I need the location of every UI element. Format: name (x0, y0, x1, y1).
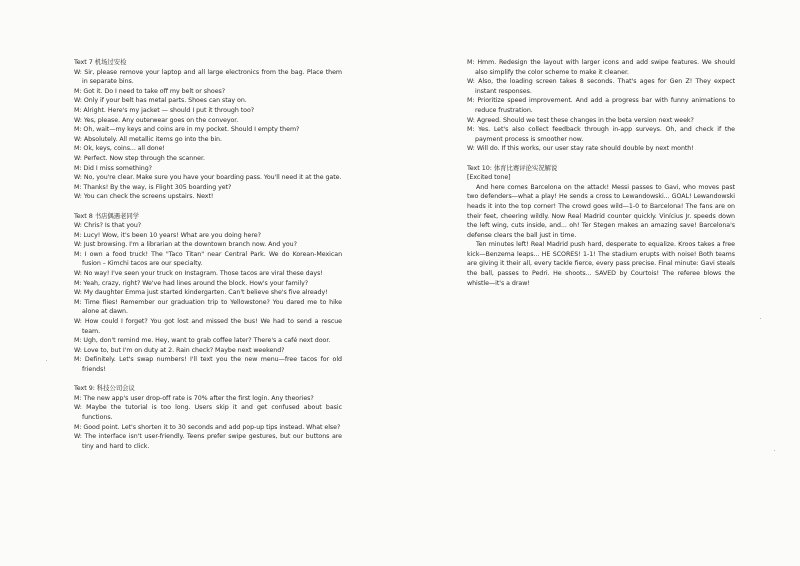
dialogue-text: No, you're clear. Make sure you have your boarding pass. You'll need it at the gate. (83, 174, 342, 182)
dialogue-text: Did I miss something? (83, 164, 152, 172)
speaker-label: M: (74, 183, 82, 191)
dialogue-line (467, 144, 735, 154)
commentary-paragraph: Ten minutes left! Real Madrid push hard, desperate to equalize. Kroos takes a free kick—Benzema leaps... HE SCORES! 1-1! The stadium erupts with noise! Both teams are giving it their all, every tackle fierce, every pass precise. Final minute: Gavi steals the ball, passes to Pedri. He shoots... SAVED by Courtois! The referee blows the whistle—it's a draw! (467, 241, 735, 287)
speaker-label: M: (467, 97, 475, 105)
speaker-label: M: (74, 231, 82, 239)
dialogue-line (74, 87, 342, 97)
dialogue-text: Got it. Do I need to take off my belt or shoes? (83, 87, 226, 95)
speaker-label: M: (74, 356, 82, 364)
speaker-label: W: (74, 135, 82, 143)
text-section (74, 212, 342, 375)
dialogue-line (74, 135, 342, 145)
dialogue-text: The new app's user drop-off rate is 70% after the first login. Any theories? (83, 394, 314, 402)
dialogue-text: Yes. Let's also collect feedback through in-app surveys. Oh, and check if the payment process is smoother now. (475, 126, 736, 143)
commentary-paragraph: And here comes Barcelona on the attack! Messi passes to Gavi, who moves past two defenders—what a play! He sends a cross to Lewandowski... GOAL! Lewandowski heads it into the top corner! The crowd goes wild—1-0 to Barcelona! The fans are on their feet, cheering wildly. Now Real Madrid counter quickly. Vinícius Jr. speeds down the left wing, cuts inside, and... oh! Ter Stegen makes an amazing save! Barcelona's defense clears the ball just in time. (467, 183, 735, 239)
speaker-label: W: (74, 318, 82, 326)
dialogue-line (74, 394, 342, 404)
dialogue-line (74, 288, 342, 298)
section-title: Text 7 机场过安检 (74, 58, 127, 66)
dialogue-line (74, 164, 342, 174)
dialogue-line (74, 423, 342, 433)
dialogue-text: How could I forget? You got lost and missed the bus! We had to send a rescue team. (82, 318, 343, 335)
dialogue-text: Ok, keys, coins... all done! (83, 145, 165, 153)
dialogue-text: Hmm. Redesign the layout with larger icons and add swipe features. We should also simplify the color scheme to make it cleaner. (475, 59, 735, 76)
speaker-label: W: (74, 241, 82, 249)
speaker-label: M: (74, 145, 82, 153)
speaker-label: M: (74, 87, 82, 95)
dialogue-line (74, 221, 342, 231)
text-10-section (467, 164, 735, 289)
dialogue-text: Good point. Let's shorten it to 30 seconds and add pop-up tips instead. What else? (83, 423, 341, 431)
dialogue-text: Maybe the tutorial is too long. Users skip it and get confused about basic functions. (82, 404, 342, 421)
dialogue-line (74, 96, 342, 106)
dialogue-line (74, 298, 342, 317)
dialogue-text: Yeah, crazy, right? We've had lines around the block. How's your family? (83, 279, 309, 287)
dialogue-text: Lucy! Wow, it's been 10 years! What are you doing here? (83, 231, 261, 239)
speaker-label: W: (74, 404, 82, 412)
section-title: Text 8 书店偶遇老同学 (74, 211, 140, 220)
dialogue-text: The interface isn't user-friendly. Teens prefer swipe gestures, but our buttons are tiny and hard to click. (82, 433, 342, 450)
dialogue-line (74, 250, 342, 269)
dialogue-line (74, 116, 342, 126)
dialogue-text: Love to, but I'm on duty at 2. Rain check? Maybe next weekend? (83, 346, 285, 354)
section-title: Text 9: 科技公司会议 (74, 384, 135, 393)
text-section (74, 58, 342, 202)
dialogue-text: Prioritize speed improvement. And add a progress bar with funny animations to reduce frustration. (475, 97, 735, 114)
left-column (74, 58, 342, 461)
dialogue-line (467, 77, 735, 96)
speaker-label: W: (74, 270, 82, 278)
speaker-label: W: (467, 78, 475, 86)
speaker-label: M: (74, 250, 82, 258)
dialogue-text: Oh, wait—my keys and coins are in my pocket. Should I empty them? (83, 126, 300, 134)
dialogue-line (74, 192, 342, 202)
dialogue-line (467, 125, 735, 144)
speaker-label: W: (74, 97, 82, 105)
dialogue-text: Also, the loading screen takes 8 seconds. That's ages for Gen Z! They expect instant responses. (475, 78, 736, 95)
dialogue-text: Agreed. Should we test these changes in the beta version next week? (476, 116, 694, 124)
speaker-label: W: (74, 174, 82, 182)
dialogue-line (74, 240, 342, 250)
dialogue-text: Only if your belt has metal parts. Shoes can stay on. (83, 97, 247, 105)
dialogue-text: Ugh, don't remind me. Hey, want to grab coffee later? There's a café next door. (83, 337, 331, 345)
dialogue-text: Just browsing. I'm a librarian at the downtown branch now. And you? (83, 241, 297, 249)
speaker-label: W: (74, 289, 82, 297)
tone-note: [Excited tone] (467, 174, 511, 182)
dialogue-line (467, 116, 735, 126)
speaker-label: W: (74, 193, 82, 201)
dialogue-line (74, 144, 342, 154)
dialogue-text: Time flies! Remember our graduation trip to Yellowstone? You dared me to hike alone at dawn. (82, 298, 343, 316)
dialogue-text: Perfect. Now step through the scanner. (83, 154, 205, 162)
dialogue-line (74, 183, 342, 193)
dialogue-text: Sir, please remove your laptop and all large electronics from the bag. Place them in separate bins. (82, 68, 342, 86)
dialogue-line (74, 68, 342, 87)
dialogue-text: Chris? Is that you? (83, 222, 142, 230)
speaker-label: M: (74, 164, 82, 172)
dialogue-text: You can check the screens upstairs. Next! (83, 193, 214, 201)
dialogue-text: I own a food truck! The "Taco Titan" near Central Park. We do Korean-Mexican fusion – Kimchi tacos are our specialty. (82, 250, 343, 268)
dialogue-text: Thanks! By the way, is Flight 305 boarding yet? (83, 183, 232, 191)
dialogue-text: Definitely. Let's swap numbers! I'll text you the new menu—free tacos for old friends! (82, 356, 342, 373)
speaker-label: W: (74, 222, 82, 230)
speaker-label: M: (467, 59, 475, 66)
speaker-label: W: (74, 433, 82, 441)
speaker-label: M: (74, 126, 82, 134)
right-column (467, 58, 735, 298)
dialogue-line (74, 432, 342, 451)
dialogue-line (74, 279, 342, 289)
speaker-label: M: (74, 337, 82, 345)
dialogue-line (74, 336, 342, 346)
dialogue-line (74, 355, 342, 374)
text-9-continued (467, 58, 735, 154)
dialogue-text: No way! I've seen your truck on Instagram. Those tacos are viral these days! (83, 270, 323, 278)
dialogue-line (74, 346, 342, 356)
speaker-label: W: (74, 68, 82, 76)
speaker-label: M: (74, 298, 82, 306)
dialogue-text: Will do. If this works, our user stay rate should double by next month! (476, 145, 694, 153)
dialogue-text: Absolutely. All metallic items go into the bin. (83, 135, 222, 143)
scan-speck (46, 360, 47, 361)
speaker-label: M: (74, 279, 82, 287)
dialogue-line (74, 269, 342, 279)
dialogue-line (74, 403, 342, 422)
speaker-label: W: (74, 154, 82, 162)
dialogue-line (74, 154, 342, 164)
speaker-label: M: (74, 394, 82, 402)
speaker-label: M: (74, 106, 82, 114)
dialogue-line (74, 317, 342, 336)
text-section (74, 384, 342, 451)
scan-speck (760, 318, 761, 319)
dialogue-line (74, 231, 342, 241)
dialogue-line (467, 96, 735, 115)
speaker-label: W: (74, 116, 82, 124)
scan-speck (774, 450, 775, 451)
section-title: Text 10: 体育比赛评论实况解说 (467, 163, 558, 172)
speaker-label: W: (467, 145, 475, 153)
dialogue-line (467, 58, 735, 77)
speaker-label: M: (74, 423, 82, 431)
dialogue-line (74, 125, 342, 135)
dialogue-text: My daughter Emma just started kindergarten. Can't believe she's five already! (83, 289, 328, 297)
dialogue-text: Alright. Here's my jacket — should I put it through too? (83, 106, 255, 114)
dialogue-line (74, 173, 342, 183)
dialogue-text: Yes, please. Any outerwear goes on the conveyor. (83, 116, 239, 124)
dialogue-line (74, 106, 342, 116)
speaker-label: W: (74, 346, 82, 354)
speaker-label: W: (467, 116, 475, 124)
speaker-label: M: (467, 126, 475, 134)
